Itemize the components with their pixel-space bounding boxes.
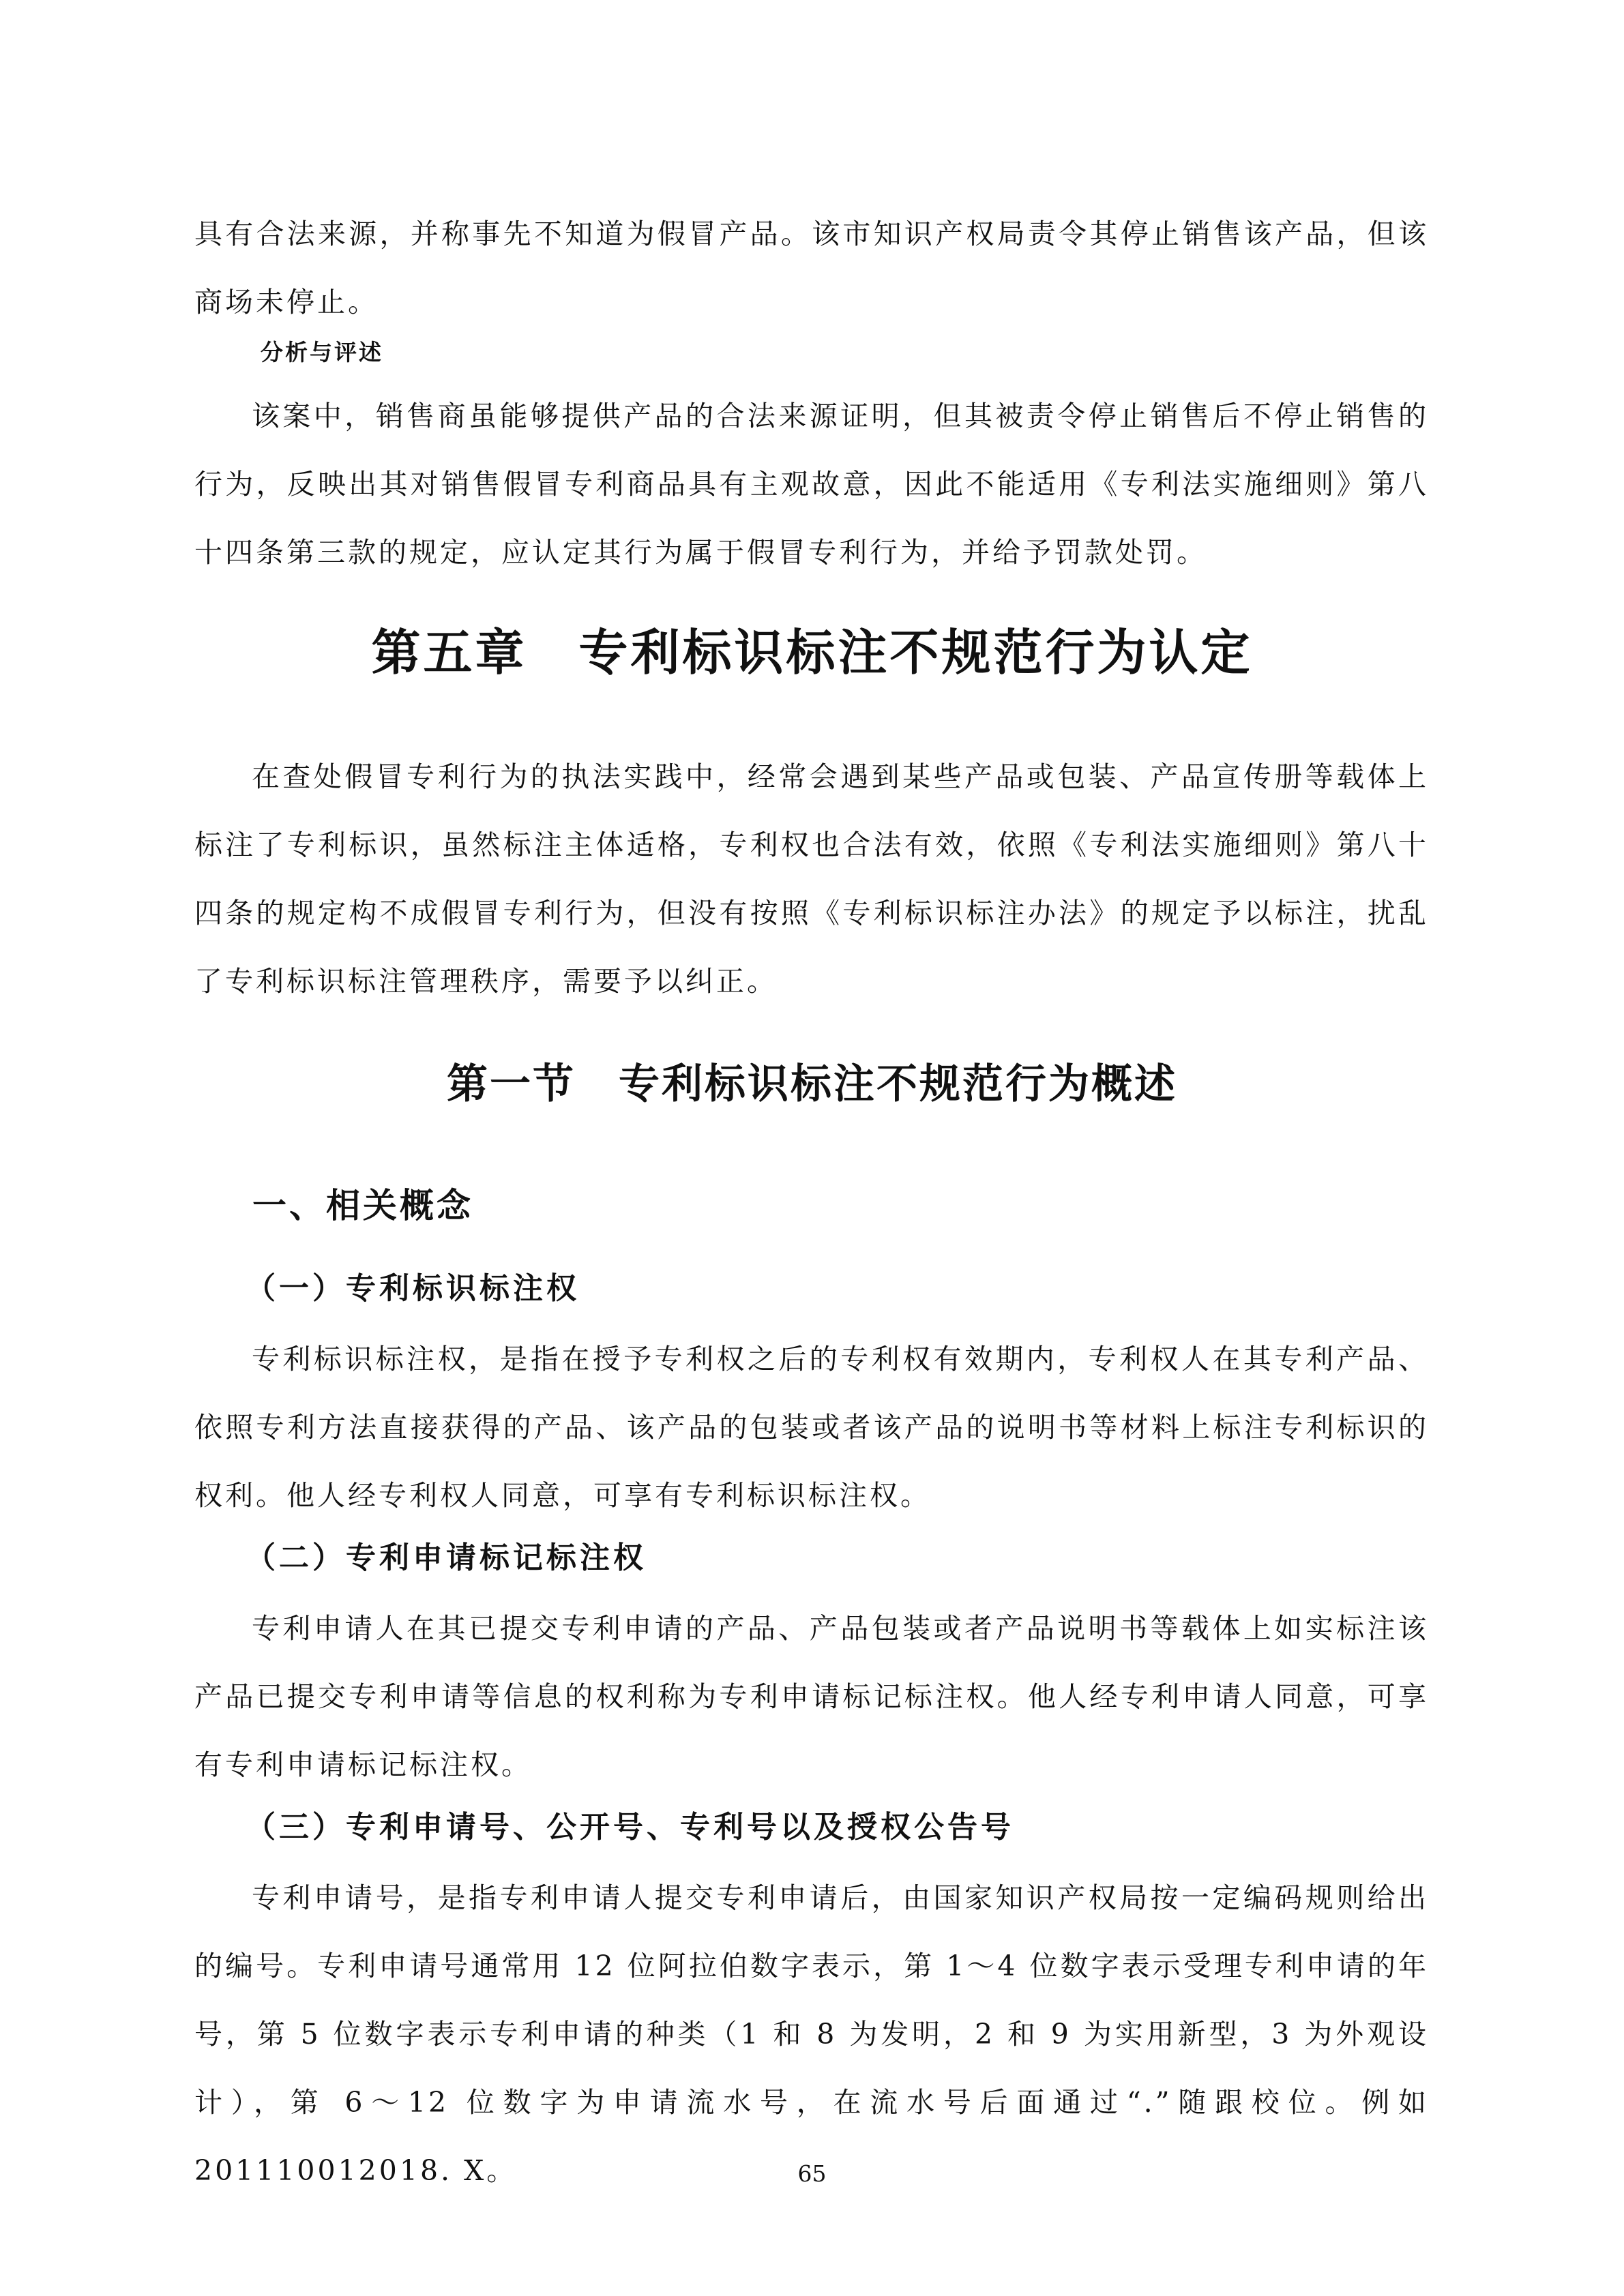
section-title: 第一节 专利标识标注不规范行为概述 (447, 1060, 1177, 1108)
top-paragraph: 具有合法来源，并称事先不知道为假冒产品。该市知识产权局责令其停止销售该产品，但该商场未停止。 (194, 218, 1429, 318)
subheading-patent-numbers: （三）专利申请号、公开号、专利号以及授权公告号 (246, 1810, 1014, 1845)
subheading-patent-marking-right: （一）专利标识标注权 (246, 1271, 580, 1306)
analysis-paragraph: 该案中，销售商虽能够提供产品的合法来源证明，但其被责令停止销售后不停止销售的行为，反映出其对销售假冒专利商品具有主观故意，因此不能适用《专利法实施细则》第八十四条第三款的规定，应认定其行为属于假冒专利行为，并给予罚款处罚。 (194, 400, 1429, 569)
subheading-application-marking-right: （二）专利申请标记标注权 (246, 1540, 647, 1575)
chapter-intro-paragraph: 在查处假冒专利行为的执法实践中，经常会遇到某些产品或包装、产品宣传册等载体上标注了专利标识，虽然标注主体适格，专利权也合法有效，依照《专利法实施细则》第八十四条的规定构不成假冒专利行为，但没有按照《专利标识标注办法》的规定予以标注，扰乱了专利标识标注管理秩序，需要予以纠正。 (194, 760, 1429, 998)
patent-numbers-paragraph: 专利申请号，是指专利申请人提交专利申请后，由国家知识产权局按一定编码规则给出的编号。专利申请号通常用 12 位阿拉伯数字表示，第 1～4 位数字表示受理专利申请的年号，第 5 位数字表示专利申请的种类（1 和 8 为发明，2 和 9 为实用新型，3 为外观设计），第 6～12 位数字为申请流水号，在流水号后面通过“.”随跟校位。例如 201110012018. X。 (194, 1881, 1429, 2187)
chapter-title: 第五章 专利标识标注不规范行为认定 (371, 623, 1253, 681)
concepts-heading: 一、相关概念 (252, 1186, 473, 1225)
analysis-heading: 分析与评述 (261, 339, 383, 366)
page-number: 65 (797, 2160, 827, 2187)
patent-marking-right-paragraph: 专利标识标注权，是指在授予专利权之后的专利权有效期内，专利权人在其专利产品、依照专利方法直接获得的产品、该产品的包装或者该产品的说明书等材料上标注专利标识的权利。他人经专利权人同意，可享有专利标识标注权。 (194, 1343, 1429, 1512)
application-marking-right-paragraph: 专利申请人在其已提交专利申请的产品、产品包装或者产品说明书等载体上如实标注该产品已提交专利申请等信息的权利称为专利申请标记标注权。他人经专利申请人同意，可享有专利申请标记标注权。 (194, 1612, 1429, 1781)
